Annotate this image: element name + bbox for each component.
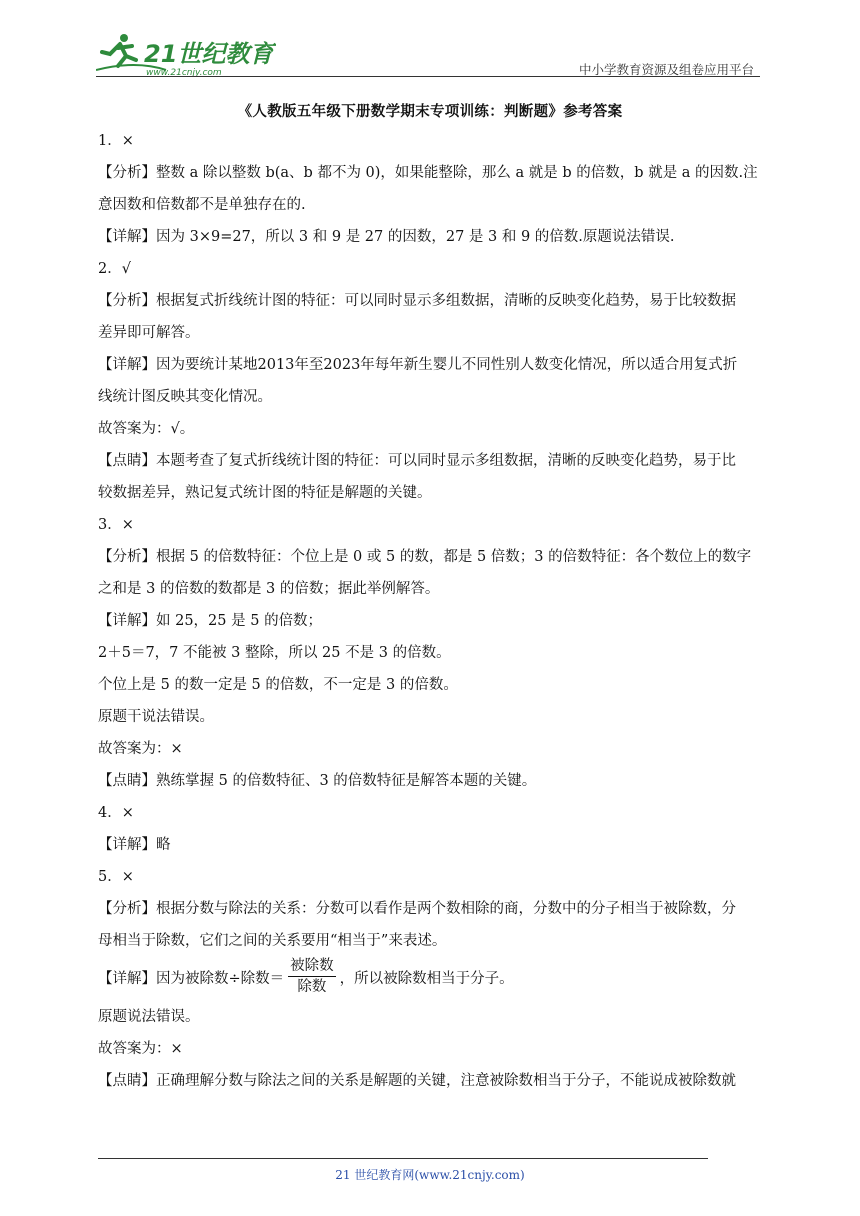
q5-detail-suffix: ，所以被除数相当于分子。 xyxy=(339,971,514,987)
q2-analysis-line-1: 【分析】根据复式折线统计图的特征：可以同时显示多组数据，清晰的反映变化趋势，易于比较数据 xyxy=(98,293,736,309)
q3-analysis-line-1: 【分析】根据 5 的倍数特征：个位上是 0 或 5 的数，都是 5 倍数；3 的倍数特征：各个数位上的数字 xyxy=(98,549,752,565)
q3-analysis-line-2: 之和是 3 的倍数的数都是 3 的倍数；据此举例解答。 xyxy=(98,581,440,597)
q1-detail: 【详解】因为 3×9=27，所以 3 和 9 是 27 的因数，27 是 3 和 9 的倍数.原题说法错误. xyxy=(98,229,675,245)
svg-text:21世纪教育: 21世纪教育 xyxy=(144,40,274,68)
q3-answer: 3．× xyxy=(98,517,134,533)
svg-text:www.21cnjy.com: www.21cnjy.com xyxy=(146,68,222,78)
logo-21cnjy xyxy=(96,30,276,78)
q2-detail-line-2: 线统计图反映其变化情况。 xyxy=(98,389,272,405)
q5-analysis-line-1: 【分析】根据分数与除法的关系：分数可以看作是两个数相除的商，分数中的分子相当于被除数，分 xyxy=(98,901,736,917)
q5-detail-line-2: 原题说法错误。 xyxy=(98,1009,200,1025)
platform-text: 中小学教育资源及组卷应用平台 xyxy=(578,62,754,77)
q5-comment-line-1: 【点睛】正确理解分数与除法之间的关系是解题的关键，注意被除数相当于分子，不能说成被除数就 xyxy=(98,1073,736,1089)
q2-answer: 2．√ xyxy=(98,261,131,277)
q1-analysis-line-2: 意因数和倍数都不是单独存在的. xyxy=(98,197,306,213)
q2-analysis-line-2: 差异即可解答。 xyxy=(98,325,200,341)
q5-answer: 5．× xyxy=(98,869,134,885)
fraction-numerator: 被除数 xyxy=(288,956,336,977)
q3-detail-line-2: 2＋5＝7，7 不能被 3 整除，所以 25 不是 3 的倍数。 xyxy=(98,645,451,661)
fraction-denominator: 除数 xyxy=(297,978,327,995)
footer-link[interactable]: 21 世纪教育网(www.21cnjy.com) xyxy=(335,1168,525,1182)
q1-answer: 1．× xyxy=(98,133,134,149)
fraction xyxy=(288,956,336,997)
q3-detail-line-3: 个位上是 5 的数一定是 5 的倍数，不一定是 3 的倍数。 xyxy=(98,677,458,693)
q5-detail-line-1 xyxy=(98,957,764,1001)
q5-detail-prefix: 【详解】因为被除数÷除数＝ xyxy=(98,971,285,987)
q3-detail-line-4: 原题干说法错误。 xyxy=(98,709,214,725)
q4-detail: 【详解】略 xyxy=(98,837,171,853)
q2-final-answer: 故答案为：√。 xyxy=(98,421,195,437)
q5-final-answer: 故答案为：× xyxy=(98,1041,183,1057)
q2-comment-line-2: 较数据差异，熟记复式统计图的特征是解题的关键。 xyxy=(98,485,432,501)
q2-comment-line-1: 【点睛】本题考查了复式折线统计图的特征：可以同时显示多组数据，清晰的反映变化趋势，易于比 xyxy=(98,453,736,469)
q2-detail-line-1: 【详解】因为要统计某地2013年至2023年每年新生婴儿不同性别人数变化情况，所以适合用复式折 xyxy=(98,357,738,373)
header-divider xyxy=(96,76,760,77)
footer-divider xyxy=(98,1158,708,1159)
q3-final-answer: 故答案为：× xyxy=(98,741,183,757)
q4-answer: 4．× xyxy=(98,805,134,821)
q5-analysis-line-2: 母相当于除数，它们之间的关系要用“相当于”来表述。 xyxy=(98,933,447,949)
answer-content xyxy=(98,125,764,1097)
page-header xyxy=(96,30,760,80)
document-title: 《人教版五年级下册数学期末专项训练：判断题》参考答案 xyxy=(237,103,623,120)
q1-analysis-line-1: 【分析】整数 a 除以整数 b(a、b 都不为 0)，如果能整除，那么 a 就是 b 的倍数，b 就是 a 的因数.注 xyxy=(98,165,758,181)
q3-comment: 【点睛】熟练掌握 5 的倍数特征、3 的倍数特征是解答本题的关键。 xyxy=(98,773,537,789)
q3-detail-line-1: 【详解】如 25，25 是 5 的倍数； xyxy=(98,613,323,629)
